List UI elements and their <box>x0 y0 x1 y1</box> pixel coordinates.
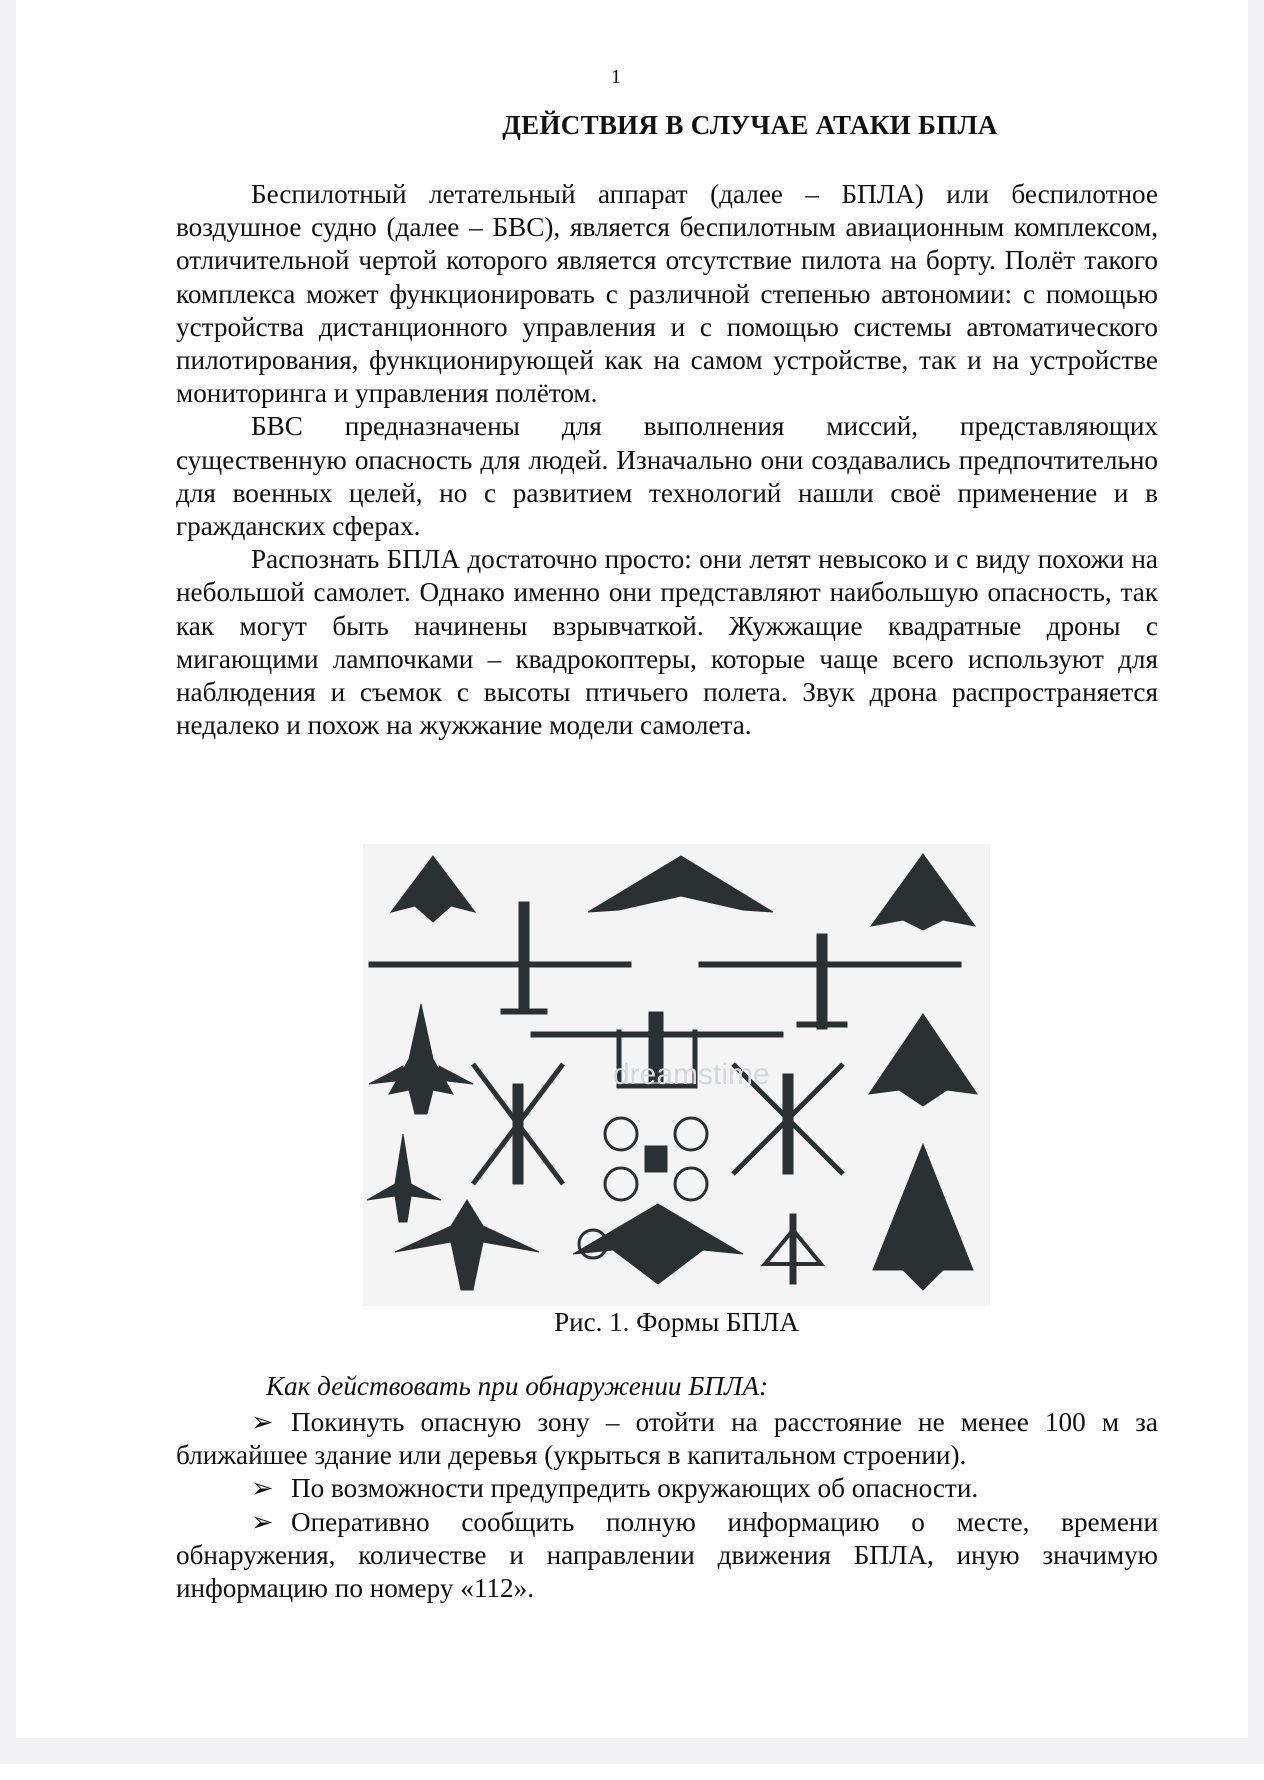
page-number: 1 <box>611 66 621 88</box>
uav-silhouettes-figure <box>363 844 990 1306</box>
arrow-bullet-icon: ➢ <box>251 1473 274 1504</box>
paragraph-2: БВС предназначены для выполнения миссий, представляющих существенную опасность для людей. Изначально они создавались предпочтительно для военных целей, но с развитием технологий нашли своё применение и в гражданских сферах. <box>176 411 1158 542</box>
arrow-bullet-icon: ➢ <box>251 1506 274 1537</box>
delta-drone-silhouette <box>869 1014 977 1106</box>
figure-caption: Рис. 1. Формы БПЛА <box>554 1307 799 1337</box>
instruction-item-2: ➢ По возможности предупредить окружающих об опасности. <box>176 1472 1158 1505</box>
rocket-drone-silhouette <box>389 1004 453 1114</box>
flying-wing-silhouette <box>588 856 773 912</box>
instruction-item-1: ➢ Покинуть опасную зону – отойти на расстояние не менее 100 м за ближайшее здание или деревья (укрыться в капитальном строении). <box>176 1407 1158 1471</box>
delta-drone-silhouette <box>873 1144 973 1290</box>
jet-drone-silhouette <box>367 1134 441 1222</box>
long-wing-drone-silhouette <box>699 962 961 967</box>
long-wing-drone-silhouette <box>369 962 631 967</box>
instruction-item-3: ➢ Оперативно сообщить полную информацию о месте, времени обнаружения, количестве и направлении движения БПЛА, иную значимую информацию по номеру «112». <box>176 1506 1158 1604</box>
next-page-edge <box>0 1764 1264 1780</box>
flying-wing-silhouette <box>871 854 975 930</box>
uav-silhouettes-image <box>363 844 990 1306</box>
instructions-heading: Как действовать при обнаружении БПЛА: <box>266 1371 769 1401</box>
document-title: ДЕЙСТВИЯ В СЛУЧАЕ АТАКИ БПЛА <box>502 110 998 140</box>
paragraph-3: Распознать БПЛА достаточно просто: они летят невысоко и с виду похожи на небольшой самолет. Однако именно они представляют наибольшую опасность, так как могут быть начинены взрывчаткой. Жужжащие квадратные дроны с мигающими лампочками – квадрокоптеры, которые чаще всего используют для наблюдения и съемок с высоты птичьего полета. Звук дрона распространяется недалеко и похож на жужжание модели самолета. <box>176 544 1158 741</box>
watermark: dreamstime <box>613 1058 770 1091</box>
flying-wing-silhouette <box>391 856 475 922</box>
flying-wing-silhouette <box>573 1204 743 1284</box>
arrow-bullet-icon: ➢ <box>251 1407 274 1437</box>
intro-text <box>176 178 1158 742</box>
instructions-list <box>176 1406 1158 1605</box>
paragraph-1: Беспилотный летательный аппарат (далее – БПЛА) или беспилотное воздушное судно (далее – БВС), является беспилотным авиационным комплексом, отличительной чертой которого является отсутствие пилота на борту. Полёт такого комплекса может функционировать с различной степенью автономии: с помощью устройства дистанционного управления и с помощью системы автоматического пилотирования, функционирующей как на самом устройстве, так и на устройстве мониторинга и управления полётом. <box>176 179 1158 409</box>
fixed-wing-drone-silhouette <box>395 1200 539 1290</box>
